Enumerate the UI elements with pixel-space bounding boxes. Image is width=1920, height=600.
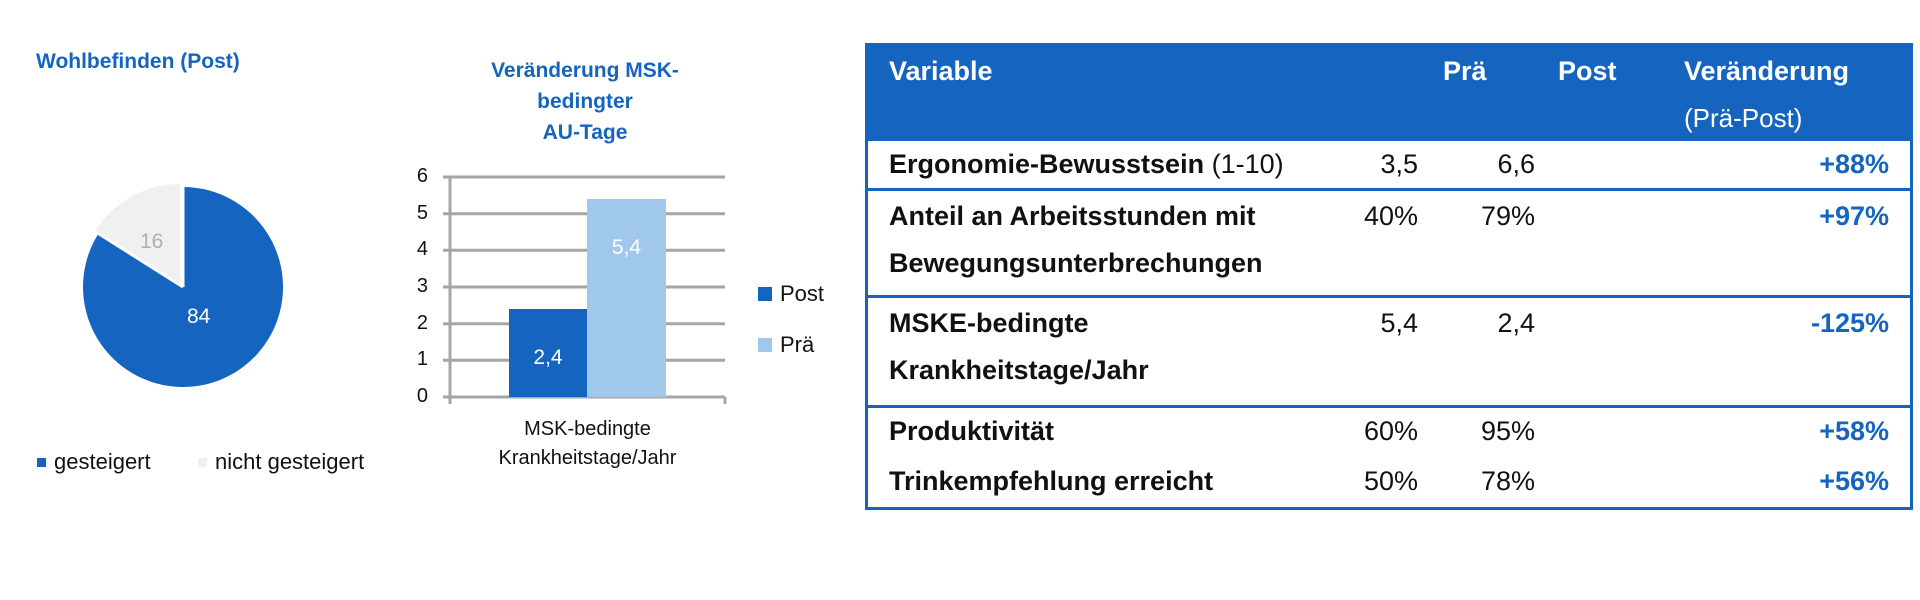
bar-title-line-1: Veränderung MSK-bedingter [491,59,679,113]
table-row [868,298,1910,408]
variable-line-2: Bewegungsunterbrechungen [889,248,1263,278]
ytick-0: 0 [416,385,428,407]
pie-label-main: 84 [187,305,211,328]
table-row [868,408,1910,458]
ytick-3: 3 [416,275,428,297]
table-header [868,46,1910,141]
row-variable [889,193,1263,287]
header-change-sub: (Prä-Post) [1684,103,1803,133]
ytick-2: 2 [416,312,428,334]
legend-label: gesteigert [54,449,151,474]
row-change: +97% [1819,201,1889,231]
row-post: 6,6 [1497,149,1535,179]
row-post: 95% [1480,416,1535,446]
row-change: +58% [1819,416,1889,446]
legend-label: Prä [780,332,815,357]
row-change: -125% [1810,308,1889,338]
variable-line-1: Anteil an Arbeitsstunden mit [889,201,1256,231]
legend-label: Post [780,281,825,306]
legend-swatch-pre-icon [758,338,772,352]
row-post: 2,4 [1497,308,1535,338]
bar-legend-pre [758,332,814,358]
bar-title-line-2: AU-Tage [542,121,628,144]
row-pre: 3,5 [1380,149,1418,179]
table-row [868,141,1910,191]
header-pre: Prä [1443,56,1487,86]
variable-line-1: MSKE-bedingte [889,308,1089,338]
row-pre: 60% [1363,416,1418,446]
row-variable: Produktivität [889,416,1055,446]
row-variable [889,141,1284,188]
row-change: +88% [1819,149,1889,179]
row-post: 79% [1480,201,1535,231]
row-variable: Trinkempfehlung erreicht [889,466,1214,496]
table-row [868,191,1910,298]
row-pre: 5,4 [1380,308,1418,338]
table-row [868,458,1910,508]
row-pre: 50% [1363,466,1418,496]
row-change: +56% [1819,466,1889,496]
results-table [865,43,1913,510]
legend-label: nicht gesteigert [215,449,365,474]
legend-swatch-post-icon [758,287,772,301]
bar-post-label: 2,4 [533,346,563,369]
ytick-1: 1 [416,348,428,370]
bar-legend-post [758,281,824,307]
pie-chart-title: Wohlbefinden (Post) [36,50,240,73]
x-category-line-2: Krankheitstage/Jahr [498,447,677,469]
row-pre: 40% [1363,201,1418,231]
variable-text: Ergonomie-Bewusstsein [889,149,1205,179]
header-post: Post [1558,56,1617,86]
variable-suffix: (1-10) [1211,149,1284,179]
variable-line-2: Krankheitstage/Jahr [889,355,1149,385]
row-variable [889,300,1149,394]
bar-x-category [450,415,725,473]
pie-label-minor: 16 [140,230,164,253]
row-post: 78% [1480,466,1535,496]
ytick-6: 6 [416,165,428,187]
bar-chart-plot [0,0,900,460]
ytick-5: 5 [416,202,428,224]
header-variable: Variable [889,56,993,86]
ytick-4: 4 [416,238,428,260]
bar-pre [587,199,666,397]
x-category-line-1: MSK-bedingte [524,418,651,440]
header-change: Veränderung [1684,56,1850,86]
bar-pre-label: 5,4 [611,236,642,259]
